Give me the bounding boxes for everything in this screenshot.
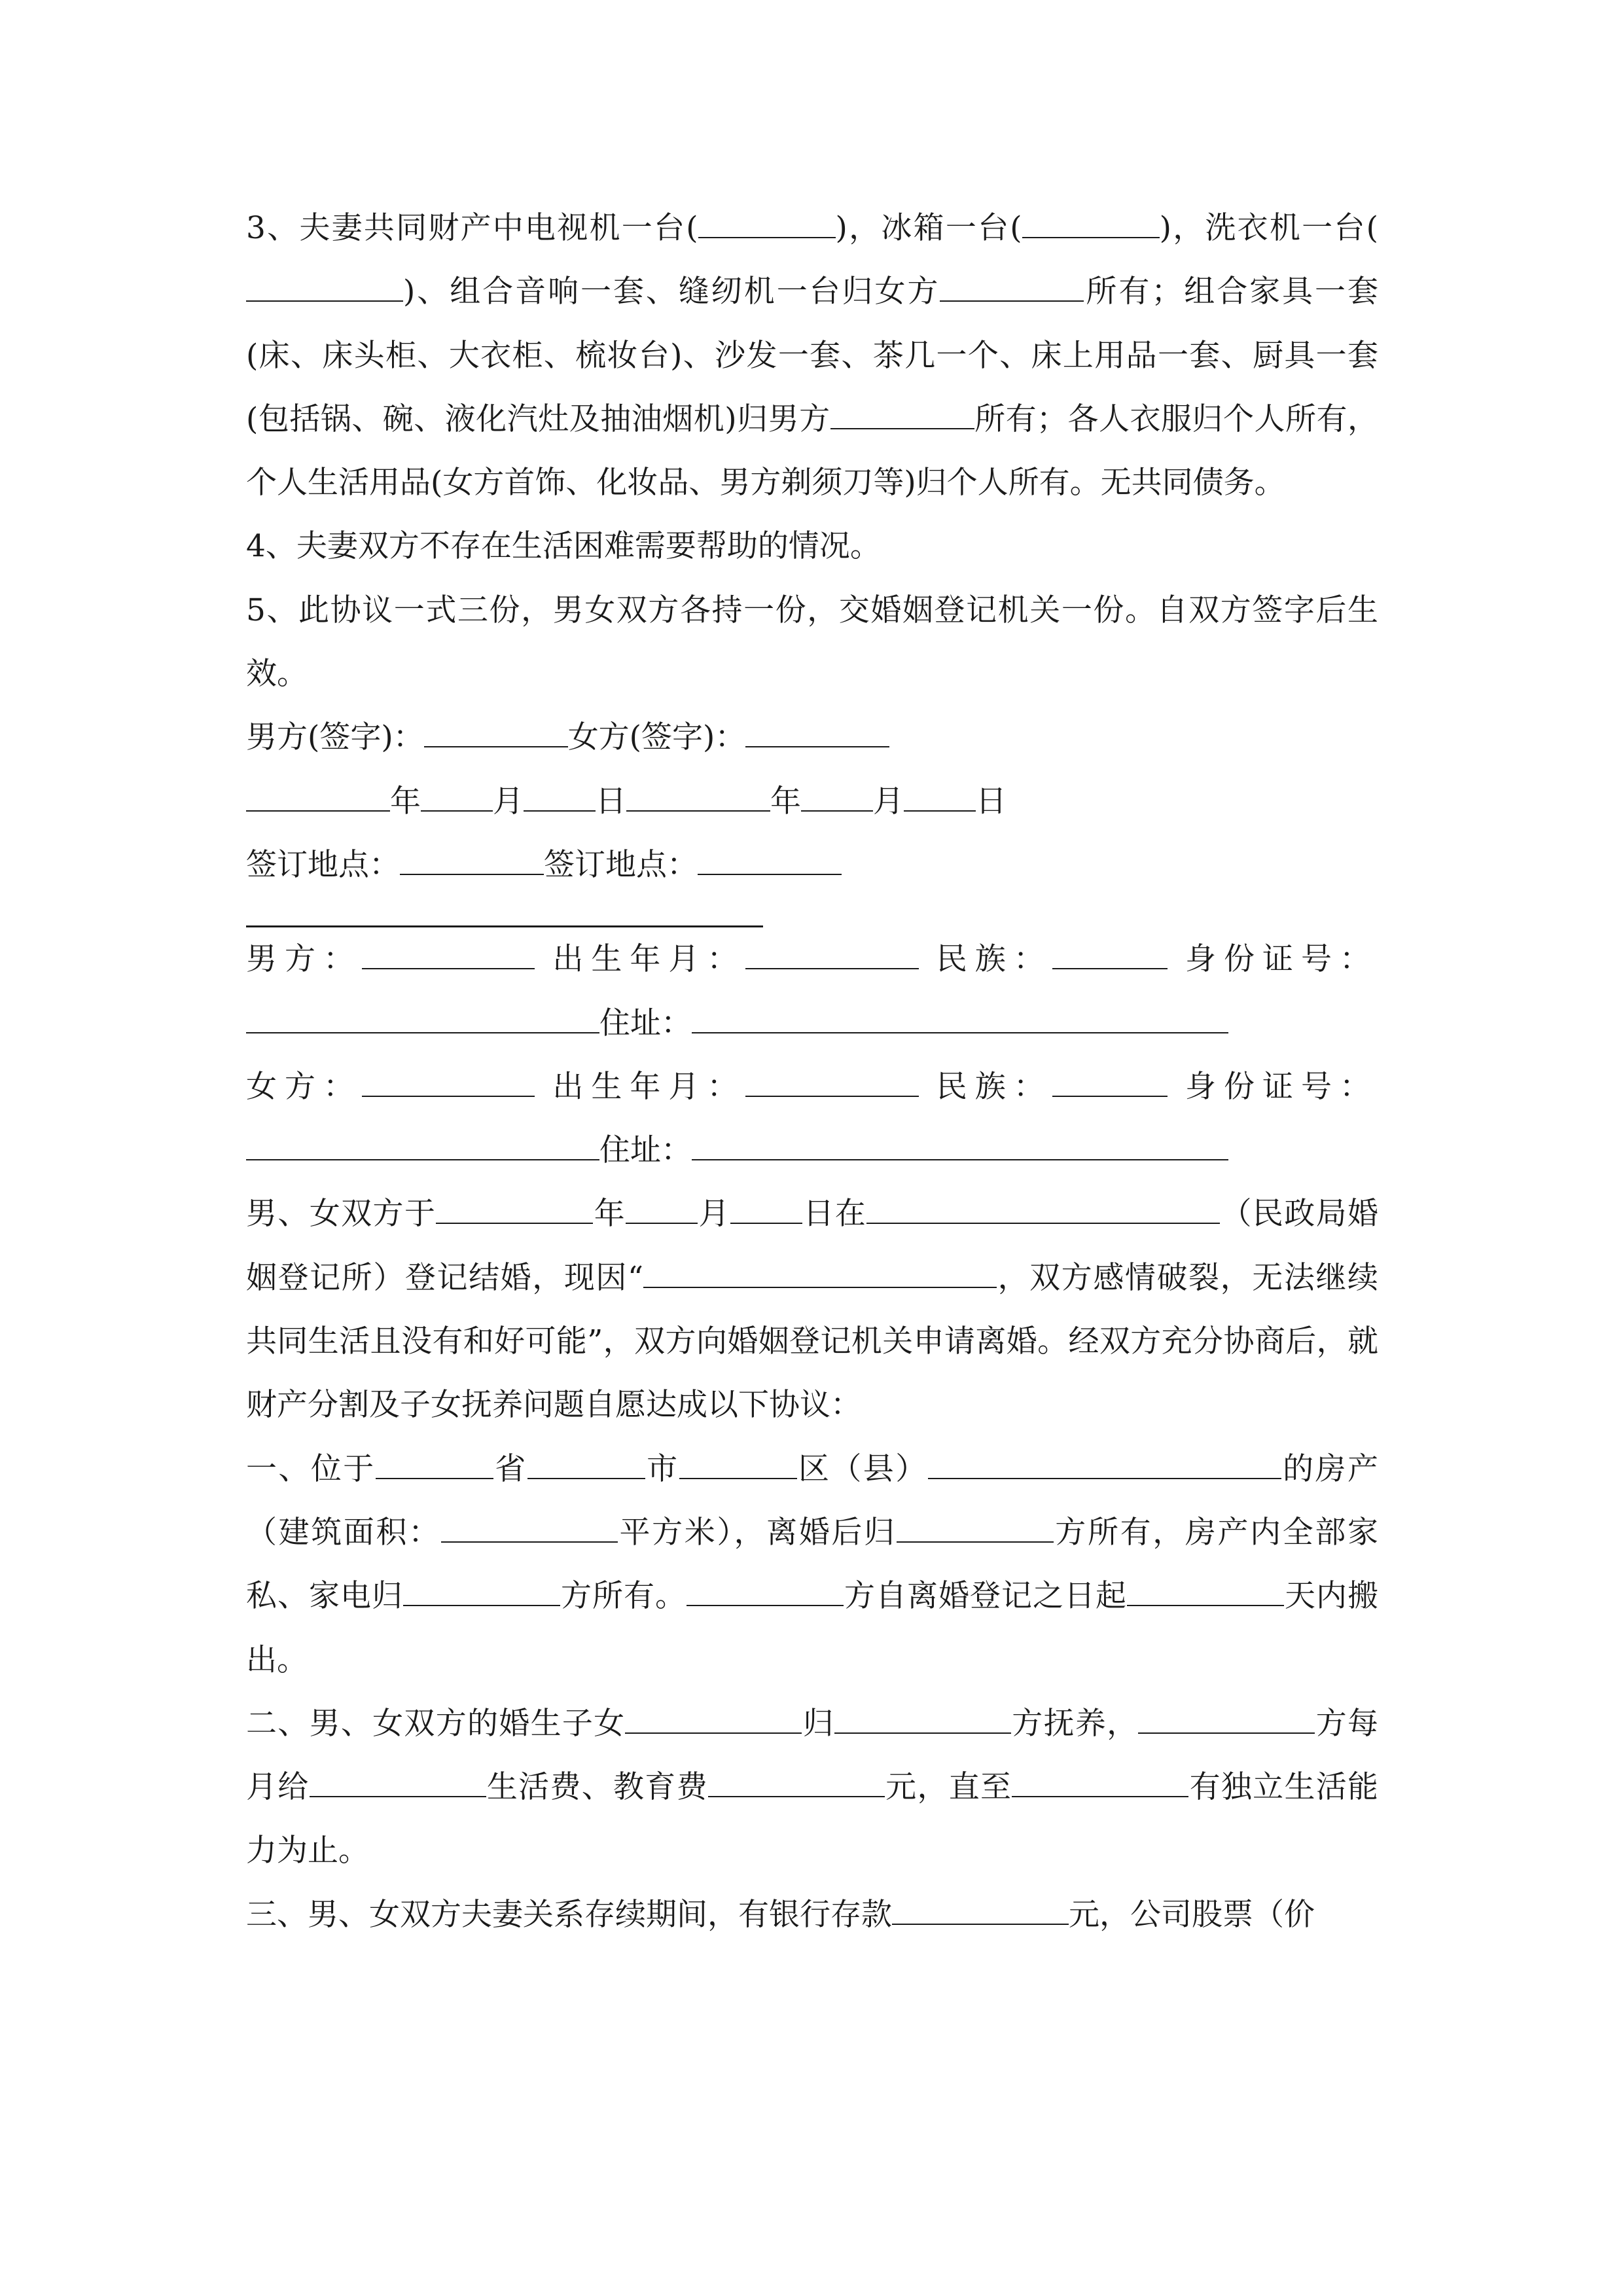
- ethnic-label: 民族：: [936, 1068, 1052, 1105]
- intro-text: ，双方感情破裂，无法继续共同生活且没有和好可能”，双方向婚姻登记机关申请离婚。经双方充分协商后，就财产分割及子女抚养问题自愿达成以下协议：: [246, 1259, 1378, 1424]
- until-blank: [1012, 1757, 1188, 1797]
- place-row: [246, 833, 1378, 897]
- clause-5: 5、此协议一式三份，男女双方各持一份，交婚姻登记机关一份。自双方签字后生效。: [246, 592, 1378, 692]
- female-info-row: [246, 1055, 1378, 1119]
- section-2: [246, 1692, 1378, 1883]
- female-signature-label: 女方(签字)：: [567, 719, 746, 756]
- month-label: 月: [698, 1196, 730, 1232]
- payee-blank: [310, 1757, 486, 1797]
- moving-party-blank: [687, 1566, 844, 1606]
- separator-row: [246, 897, 1378, 927]
- tv-blank: [698, 198, 836, 238]
- intro-text: 男、女双方于: [246, 1196, 437, 1232]
- document-body: [246, 196, 1378, 1946]
- owner-blank: [897, 1502, 1054, 1543]
- day-blank: [524, 771, 596, 812]
- male-signature-label: 男方(签字)：: [246, 719, 424, 756]
- year-label: 年: [593, 1196, 626, 1232]
- child-blank: [625, 1693, 802, 1734]
- days-blank: [1127, 1566, 1284, 1606]
- furniture-owner-blank: [403, 1566, 560, 1606]
- ethnic-blank: [1052, 1056, 1168, 1097]
- section-text: 方所有。: [560, 1578, 687, 1615]
- area-blank: [441, 1502, 618, 1543]
- section-text: 市: [645, 1450, 679, 1487]
- section-1: [246, 1437, 1378, 1692]
- male-info-row: [246, 927, 1378, 991]
- female-signature-blank: [745, 707, 889, 747]
- month-blank: [626, 1183, 698, 1224]
- male-label: 男方：: [246, 941, 362, 978]
- section-text: 省: [493, 1450, 527, 1487]
- reason-blank: [643, 1247, 997, 1288]
- day-blank: [904, 771, 976, 812]
- section-text: 天内搬出。: [246, 1578, 1378, 1678]
- section-text: 元，直至: [884, 1769, 1012, 1806]
- clause-text: )，冰箱一台(: [835, 210, 1022, 246]
- year-label: 年: [770, 783, 801, 819]
- section-3: [246, 1883, 1378, 1946]
- male-signature-blank: [424, 707, 568, 747]
- address-blank: [692, 993, 1228, 1033]
- male-name-blank: [362, 929, 535, 969]
- year-blank: [246, 771, 390, 812]
- section-text: 平方米），离婚后归: [617, 1514, 897, 1551]
- place-label: 签订地点：: [246, 846, 400, 883]
- province-blank: [376, 1439, 493, 1479]
- intro-paragraph: [246, 1182, 1378, 1437]
- birth-label: 出生年月：: [552, 1068, 746, 1105]
- deposit-blank: [892, 1884, 1069, 1925]
- month-label: 月: [493, 783, 524, 819]
- ethnic-blank: [1052, 929, 1168, 969]
- section-text: 三、男、女双方夫妻关系存续期间，有银行存款: [246, 1896, 892, 1933]
- custody-blank: [834, 1693, 1011, 1734]
- clause-text: )、组合音响一套、缝纫机一台归女方: [403, 274, 940, 310]
- male-owner-blank: [830, 389, 974, 429]
- day-blank: [730, 1183, 802, 1224]
- month-blank: [421, 771, 493, 812]
- clause-4: 4、夫妻双方不存在生活困难需要帮助的情况。: [246, 528, 881, 565]
- clause-text: 所有；各人衣服归个人所有，个人生活用品(女方首饰、化妆品、男方剃须刀等)归个人所有。无共同债务。: [246, 401, 1379, 501]
- date-row: [246, 770, 1378, 833]
- intro-text: 在: [834, 1196, 867, 1232]
- section-text: 方抚养，: [1011, 1705, 1139, 1742]
- section-text: 区（县）: [796, 1450, 928, 1487]
- month-label: 月: [873, 783, 904, 819]
- birth-blank: [745, 1056, 918, 1097]
- clause-text: 所有；组合家具一套(床、床头柜、大衣柜、梳妆台)、沙发一套、茶几一个、床上用品一套、厨具一套(包括锅、碗、液化汽灶及抽油烟机)归男方: [246, 274, 1379, 437]
- section-text: 生活费、教育费: [486, 1769, 708, 1806]
- place-blank: [400, 834, 544, 875]
- female-address-row: [246, 1119, 1378, 1182]
- clause-text: 3、夫妻共同财产中电视机一台(: [246, 210, 698, 246]
- section-text: 元，公司股票（价: [1069, 1896, 1315, 1933]
- female-label: 女方：: [246, 1068, 362, 1105]
- female-owner-blank: [940, 261, 1084, 302]
- place-blank: [698, 834, 842, 875]
- year-label: 年: [390, 783, 421, 819]
- male-address-row: [246, 992, 1378, 1055]
- day-label: 日: [596, 783, 626, 819]
- section-text: 归: [802, 1705, 835, 1742]
- id-blank: [246, 993, 599, 1033]
- female-name-blank: [362, 1056, 535, 1097]
- id-label: 身份证号：: [1185, 941, 1378, 978]
- day-label: 日: [976, 783, 1007, 819]
- intro-text: （民政局婚姻登记所）登记结婚，现因“: [246, 1196, 1379, 1296]
- section-text: 的房产（建筑面积：: [246, 1450, 1378, 1551]
- amount-blank: [708, 1757, 885, 1797]
- ethnic-label: 民族：: [936, 941, 1052, 978]
- day-label: 日: [802, 1196, 835, 1232]
- address-blank: [692, 1120, 1228, 1160]
- city-blank: [527, 1439, 645, 1479]
- month-blank: [801, 771, 873, 812]
- washer-blank: [246, 261, 403, 302]
- id-label: 身份证号：: [1185, 1068, 1378, 1105]
- registry-blank: [866, 1183, 1220, 1224]
- section-text: 方每月给: [246, 1705, 1379, 1806]
- fridge-blank: [1022, 198, 1160, 238]
- year-blank: [626, 771, 770, 812]
- property-address-blank: [928, 1439, 1281, 1479]
- clause-text: )，洗衣机一: [1159, 210, 1334, 246]
- separator-line: [246, 897, 763, 927]
- section-text: 方所有，房产内全部家私、家电归: [246, 1514, 1379, 1615]
- clause-3: [246, 196, 1378, 514]
- section-text: 一、位于: [246, 1450, 376, 1487]
- year-blank: [436, 1183, 593, 1224]
- place-label: 签订地点：: [544, 846, 698, 883]
- birth-blank: [745, 929, 918, 969]
- clause-text: 台(: [1334, 210, 1378, 246]
- section-text: 有独立生活能力为止。: [246, 1769, 1379, 1869]
- signature-row: [246, 706, 1378, 769]
- district-blank: [679, 1439, 797, 1479]
- section-text: 二、男、女双方的婚生子女: [246, 1705, 626, 1742]
- birth-label: 出生年月：: [552, 941, 746, 978]
- payer-blank: [1138, 1693, 1315, 1734]
- id-blank: [246, 1120, 599, 1160]
- address-label: 住址：: [599, 1132, 692, 1169]
- section-text: 方自离婚登记之日起: [844, 1578, 1127, 1615]
- address-label: 住址：: [599, 1005, 692, 1041]
